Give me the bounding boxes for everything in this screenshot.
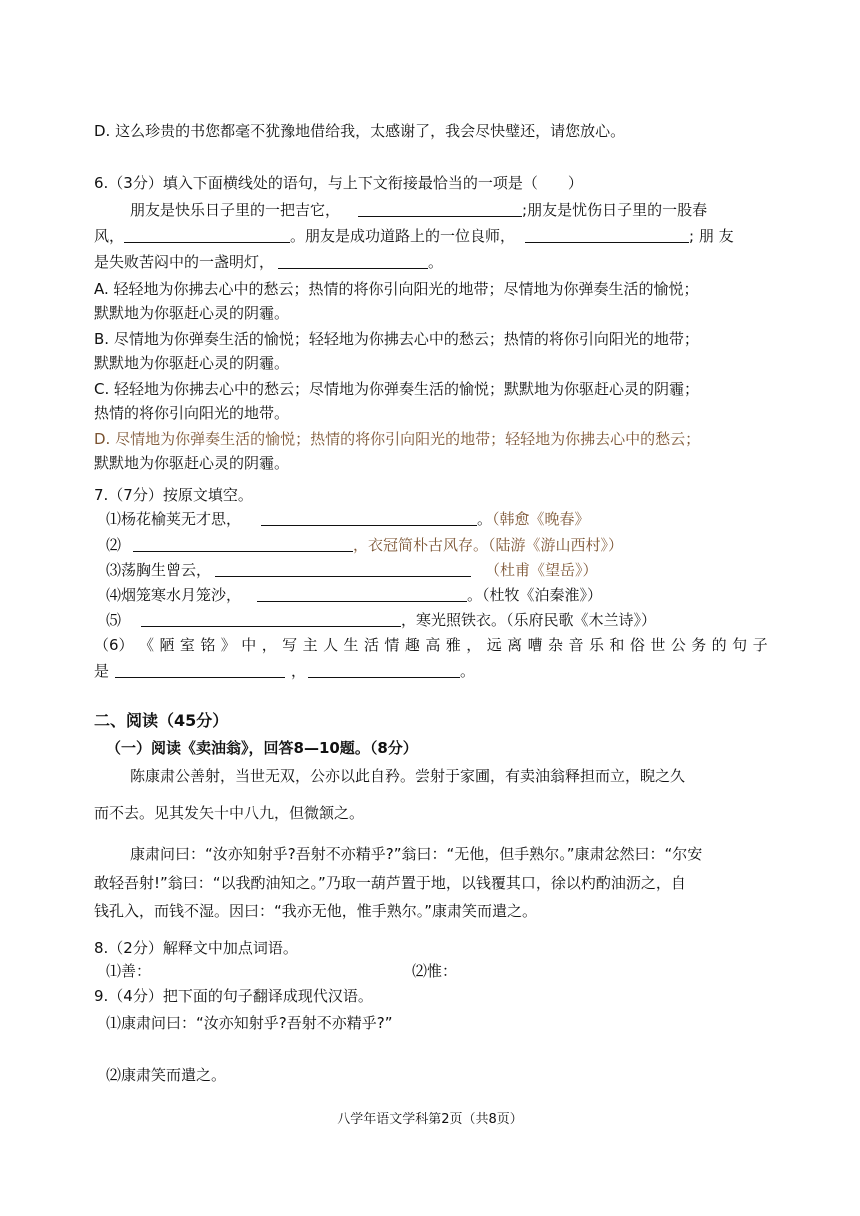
q6-option-a-line2: 默默地为你驱赶心灵的阴霾。 (94, 304, 290, 322)
q7-item6-char: 写 (282, 636, 298, 654)
q5-option-d: D. 这么珍贵的书您都毫不犹豫地借给我，太感谢了，我会尽快璧还，请您放心。 (94, 122, 626, 140)
q6-option-d-line2: 默默地为你驱赶心灵的阴霾。 (94, 454, 290, 472)
q7-item6-char: 《 (138, 636, 154, 654)
q7-item6-char: 乐 (588, 636, 604, 654)
q6-option-b-line1: B. 尽情地为你弹奏生活的愉悦；轻轻地为你拂去心中的愁云；热情的将你引向阳光的地带； (94, 330, 699, 348)
q7-item6-char: 趣 (404, 636, 420, 654)
q7-item6-char: ， (261, 636, 277, 654)
passage-p2-line2: 敢轻吾射!”翁曰：“以我酌油知之。”乃取一葫芦置于地，以钱覆其口，徐以杓酌油沥之，自 (94, 874, 686, 892)
q7-item6-char: 音 (568, 636, 584, 654)
blank[interactable] (358, 200, 522, 217)
q7-item6-char: 和 (609, 636, 625, 654)
q7-item6-char: 的 (711, 636, 727, 654)
q7-item6-char: 陋 (159, 636, 175, 654)
q7-item5: ⑸ ，寒光照铁衣。（乐府民歌《木兰诗》） (106, 611, 657, 629)
blank[interactable] (525, 226, 689, 243)
blank[interactable] (308, 661, 460, 678)
q7-item6-char: 高 (425, 636, 441, 654)
q7-item6-char: 世 (650, 636, 666, 654)
q7-item6-char: 务 (691, 636, 707, 654)
q7-item6-char: 句 (732, 636, 748, 654)
q8-item1: ⑴善： (106, 962, 152, 980)
q6-stem: 6.（3分）填入下面横线处的语句，与上下文衔接最恰当的一项是（ ） (94, 174, 583, 192)
q6-option-c-line1: C. 轻轻地为你拂去心中的愁云；尽情地为你弹奏生活的愉悦；默默地为你驱赶心灵的阴霾； (94, 380, 700, 398)
blank[interactable] (141, 610, 401, 627)
q7-item6-line2: 是 ， 。 (94, 662, 476, 680)
q6-option-c-line2: 热情的将你引向阳光的地带。 (94, 404, 290, 422)
q6-passage-line1: 朋友是快乐日子里的一把吉它， ;朋友是忧伤日子里的一股春 (130, 201, 708, 219)
q6-option-b-line2: 默默地为你驱赶心灵的阴霾。 (94, 354, 290, 372)
q7-item1: ⑴杨花榆荚无才思， 。（韩愈《晚春》 (106, 510, 590, 528)
q6-option-a-line1: A. 轻轻地为你拂去心中的愁云；热情的将你引向阳光的地带；尽情地为你弹奏生活的愉悦； (94, 280, 699, 298)
q7-item6-char: 情 (384, 636, 400, 654)
page-footer: 八学年语文学科第2页（共8页） (337, 1112, 523, 1127)
q8-stem: 8.（2分）解释文中加点词语。 (94, 939, 298, 957)
section-title: 二、阅读（45分） (94, 711, 229, 730)
blank[interactable] (257, 585, 467, 602)
q7-item3: ⑶荡胸生曾云， （杜甫《望岳》） (106, 561, 598, 579)
q9-item1: ⑴康肃问曰：“汝亦知射乎?吾射不亦精乎?” (106, 1014, 393, 1032)
q7-item6-char: 杂 (548, 636, 564, 654)
q7-item6-char: 活 (363, 636, 379, 654)
q7-item2: ⑵ ，衣冠简朴古风存。（陆游《游山西村》） (106, 536, 624, 554)
blank[interactable] (278, 252, 428, 269)
q7-item6-char: ， (466, 636, 482, 654)
q7-stem: 7.（7分）按原文填空。 (94, 486, 253, 504)
q7-item6-char: 铭 (200, 636, 216, 654)
blank[interactable] (124, 226, 290, 243)
q8-item2: ⑵惟： (412, 962, 458, 980)
q7-item6-char: 主 (302, 636, 318, 654)
blank[interactable] (261, 509, 477, 526)
q9-stem: 9.（4分）把下面的句子翻译成现代汉语。 (94, 987, 373, 1005)
q6-passage-line2: 风， 。朋友是成功道路上的一位良师， ; 朋 友 (94, 227, 734, 245)
passage-p1-line1: 陈康肃公善射，当世无双，公亦以此自矜。尝射于家圃，有卖油翁释担而立，睨之久 (130, 767, 686, 785)
q7-item6-char: 公 (670, 636, 686, 654)
blank[interactable] (115, 661, 285, 678)
passage-p1-line2: 而不去。见其发矢十中八九，但微颔之。 (94, 804, 365, 822)
q7-item6-line1 (94, 634, 768, 656)
q7-item6-char: 远 (486, 636, 502, 654)
q7-item6-char: （6） (94, 636, 134, 654)
q7-item6-char: 人 (323, 636, 339, 654)
q7-item6-char: 俗 (629, 636, 645, 654)
blank[interactable] (215, 560, 471, 577)
q6-option-d-line1: D. 尽情地为你弹奏生活的愉悦；热情的将你引向阳光的地带；轻轻地为你拂去心中的愁云； (94, 430, 701, 448)
reading-part-title: （一）阅读《卖油翁》，回答8—10题。（8分） (106, 739, 418, 757)
q9-item2: ⑵康肃笑而遣之。 (106, 1066, 227, 1084)
q7-item6-char: 室 (179, 636, 195, 654)
q6-passage-line3: 是失败苦闷中的一盏明灯， 。 (94, 253, 444, 271)
q7-item6-char: 离 (507, 636, 523, 654)
q7-item6-char: 》 (220, 636, 236, 654)
q7-item6-char: 中 (241, 636, 257, 654)
passage-p2-line1: 康肃问曰：“汝亦知射乎?吾射不亦精乎?”翁曰：“无他，但手熟尔。”康肃忿然曰：“尔安 (130, 845, 703, 863)
q7-item6-char: 子 (752, 636, 768, 654)
blank[interactable] (133, 535, 353, 552)
passage-p2-line3: 钱孔入，而钱不湿。因曰：“我亦无他，惟手熟尔。”康肃笑而遣之。 (94, 902, 538, 920)
q7-item4: ⑷烟笼寒水月笼沙， 。（杜牧《泊秦淮》） (106, 586, 603, 604)
q7-item6-char: 嘈 (527, 636, 543, 654)
q7-item6-char: 生 (343, 636, 359, 654)
q7-item6-char: 雅 (445, 636, 461, 654)
